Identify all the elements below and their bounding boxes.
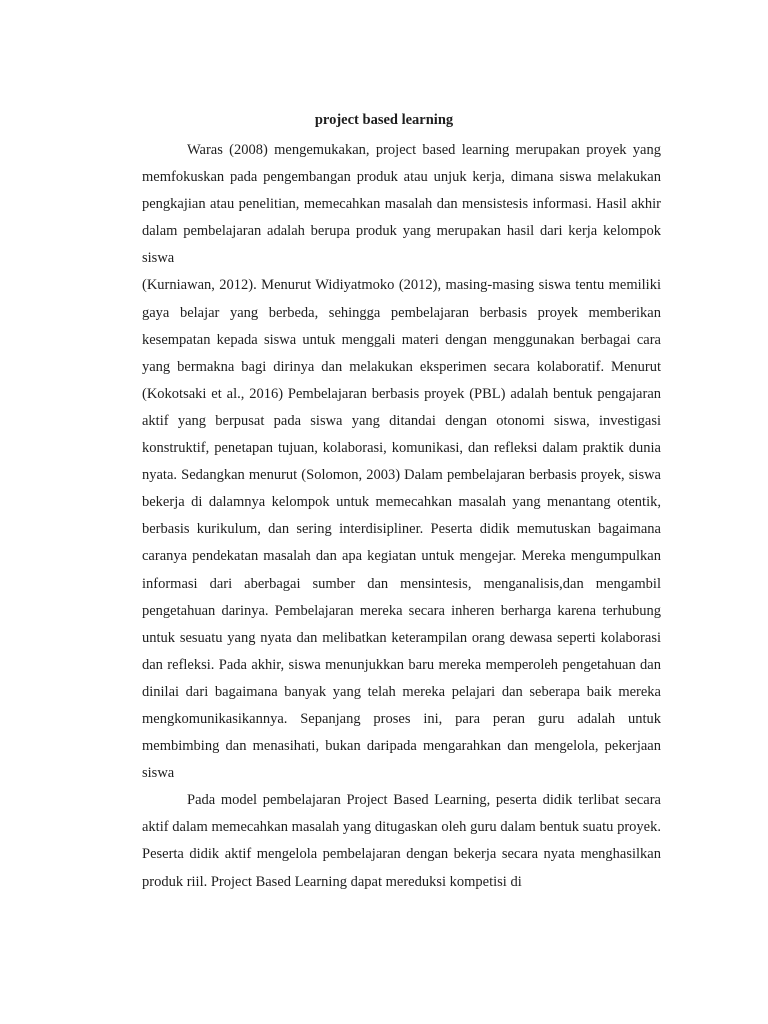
document-title: project based learning bbox=[314, 112, 454, 128]
document-body bbox=[142, 137, 661, 896]
paragraph-1: Waras (2008) mengemukakan, project based learning merupakan proyek yang memfokuskan pada pengembangan produk atau unjuk kerja, dimana siswa melakukan pengkajian atau penelitian, memecahkan masalah dan mensistesis informasi. Hasil akhir dalam pembelajaran adalah berupa produk yang merupakan hasil dari kerja kelompok siswa bbox=[142, 142, 661, 267]
paragraph-2: (Kurniawan, 2012). Menurut Widiyatmoko (2012), masing-masing siswa tentu memiliki gaya belajar yang berbeda, sehingga pembelajaran berbasis proyek memberikan kesempatan kepada siswa untuk menggali materi dengan menggunakan berbagai cara yang bermakna bagi dirinya dan melakukan eksperimen secara kolaboratif. Menurut (Kokotsaki et al., 2016) Pembelajaran berbasis proyek (PBL) adalah bentuk pengajaran aktif yang berpusat pada siswa yang ditandai dengan otonomi siswa, investigasi konstruktif, penetapan tujuan, kolaborasi, komunikasi, dan refleksi dalam praktik dunia nyata. Sedangkan menurut (Solomon, 2003) Dalam pembelajaran berbasis proyek, siswa bekerja di dalamnya kelompok untuk memecahkan masalah yang menantang otentik, berbasis kurikulum, dan sering interdisipliner. Peserta didik memutuskan bagaimana caranya pendekatan masalah dan apa kegiatan untuk mengejar. Mereka mengumpulkan informasi dari aberbagai sumber dan mensintesis, menganalisis,dan mengambil pengetahuan darinya. Pembelajaran mereka secara inheren berharga karena terhubung untuk sesuatu yang nyata dan melibatkan keterampilan orang dewasa seperti kolaborasi dan refleksi. Pada akhir, siswa menunjukkan baru mereka memperoleh pengetahuan dan dinilai dari bagaimana banyak yang telah mereka pelajari dan seberapa baik mereka mengkomunikasikannya. Sepanjang proses ini, para peran guru adalah untuk membimbing dan menasihati, bukan daripada mengarahkan dan mengelola, pekerjaan siswa bbox=[142, 277, 661, 782]
paragraph-3: Pada model pembelajaran Project Based Learning, peserta didik terlibat secara aktif dalam memecahkan masalah yang ditugaskan oleh guru dalam bentuk suatu proyek. Peserta didik aktif mengelola pembelajaran dengan bekerja secara nyata menghasilkan produk riil. Project Based Learning dapat mereduksi kompetisi di bbox=[142, 792, 661, 890]
